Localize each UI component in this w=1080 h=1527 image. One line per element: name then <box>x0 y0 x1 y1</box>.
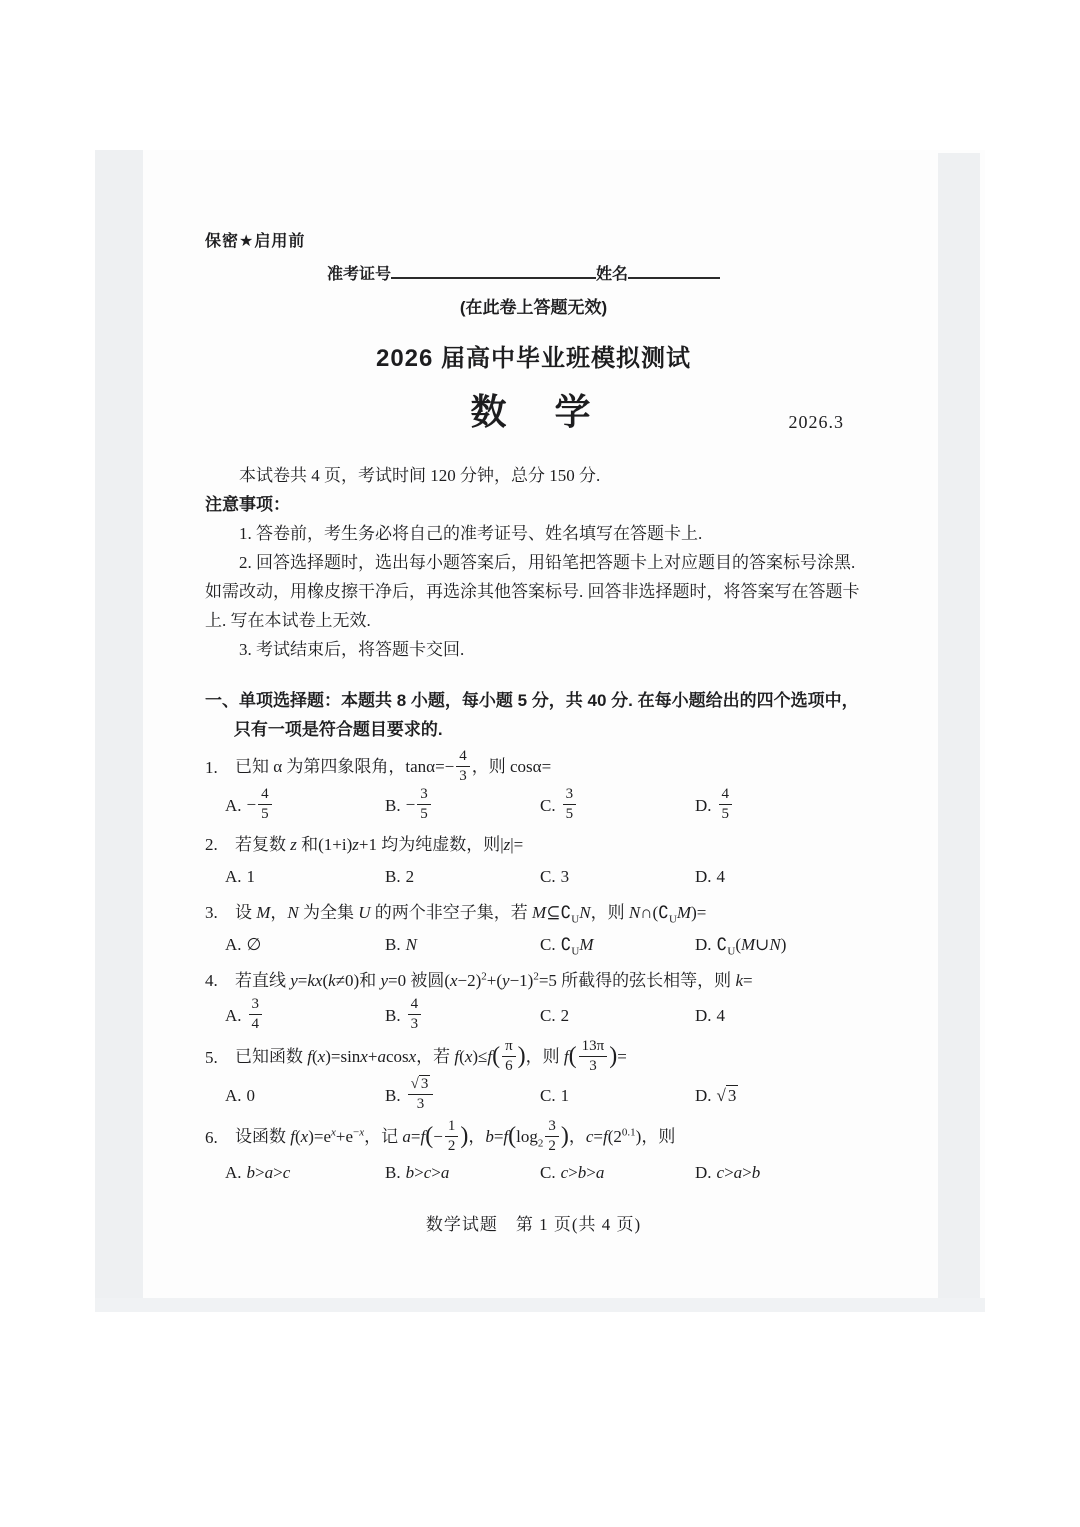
option <box>695 788 862 824</box>
option-text <box>406 998 424 1034</box>
section-one-heading: 一、单项选择题：本题共 8 小题，每小题 5 分，共 40 分. 在每小题给出的四个选项中，只有一项是符合题目要求的. <box>205 691 859 739</box>
option <box>225 1158 385 1188</box>
option-text: 4 <box>716 867 726 886</box>
exam-title: 2026 届高中毕业班模拟测试 <box>375 345 692 372</box>
question <box>205 830 862 892</box>
option-label: D. <box>695 867 712 886</box>
option-label: C. <box>540 1006 556 1025</box>
option-text <box>561 788 579 824</box>
fraction: $\frac{3}{2}$ <box>545 1118 559 1154</box>
option <box>540 1001 695 1031</box>
fraction: $\frac{4}{5}$ <box>258 786 272 822</box>
option-label: D. <box>695 1086 712 1105</box>
option <box>695 1001 862 1031</box>
sqrt: √ 3 <box>410 1076 429 1092</box>
invalid-note: (在此卷上答题无效) <box>459 298 608 317</box>
options-row <box>205 788 862 824</box>
option-label: D. <box>695 796 712 815</box>
questions <box>205 750 862 1188</box>
question-line <box>205 1120 862 1156</box>
question-stem: 已知 α 为第四象限角，tanα=− $\frac{4}{3}$ ，则 cosα= <box>235 748 552 784</box>
option <box>540 788 695 824</box>
option <box>695 1158 862 1188</box>
name-label: 姓名 <box>596 266 629 283</box>
option <box>385 930 540 960</box>
option-label: C. <box>540 935 556 954</box>
name-blank <box>628 262 720 279</box>
option <box>695 1081 862 1111</box>
option-text: 1 <box>560 1086 570 1105</box>
question-number: 5. <box>205 1048 218 1067</box>
question <box>205 898 862 960</box>
question <box>205 1040 862 1114</box>
options-row <box>205 862 862 892</box>
option-text: b>a>c <box>246 1163 291 1182</box>
question-stem: 已知函数 f(x)=sinx+acosx，若 f(x)≤f( $\frac{\pi}{6}$ )，则 f( $\frac{13\pi}{3}$ )= <box>235 1038 627 1074</box>
fraction: $\frac{1}{2}$ <box>445 1118 459 1154</box>
option <box>385 1158 540 1188</box>
option-text: − $\frac{3}{5}$ <box>406 788 433 824</box>
option-label: A. <box>225 935 242 954</box>
option-text: c>a>b <box>716 1163 761 1182</box>
fraction: $\frac{3}{5}$ <box>417 786 431 822</box>
page-footer: 数学试题 第 1 页(共 4 页) <box>425 1215 642 1234</box>
question-line <box>205 750 862 786</box>
option-text <box>717 1081 739 1111</box>
paper-content <box>205 150 862 1312</box>
option-label: D. <box>695 1163 712 1182</box>
option-text: b>c>a <box>405 1163 450 1182</box>
option <box>385 998 540 1034</box>
option <box>540 930 695 960</box>
question-line <box>205 1040 862 1076</box>
question-stem: 设 M，N 为全集 U 的两个非空子集，若 $M⊆∁_UN$，则 $N\cap(∁_UM)=$ <box>235 903 707 926</box>
option-text: 3 <box>560 867 570 886</box>
subject-row <box>205 387 862 437</box>
option-label: C. <box>540 867 556 886</box>
option <box>540 1158 695 1188</box>
option-label: A. <box>225 1163 242 1182</box>
option-text: 4 <box>716 1006 726 1025</box>
option-text: 0 <box>246 1086 256 1105</box>
question-number: 2. <box>205 835 218 854</box>
options-row <box>205 998 862 1034</box>
option <box>695 862 862 892</box>
option-label: A. <box>225 1086 242 1105</box>
question <box>205 750 862 824</box>
sqrt: √ 3 <box>716 1086 737 1105</box>
option-text: 2 <box>405 867 415 886</box>
option-label: A. <box>225 867 242 886</box>
option-text: − $\frac{4}{5}$ <box>247 788 274 824</box>
option-label: B. <box>385 867 401 886</box>
option-label: D. <box>695 1006 712 1025</box>
option <box>225 1081 385 1111</box>
option-text: ∅ <box>246 935 262 954</box>
option-label: B. <box>385 796 401 815</box>
option <box>695 930 862 960</box>
exam-date: 2026.3 <box>788 412 844 432</box>
question-line <box>205 966 862 996</box>
admission-number-blank <box>391 262 596 279</box>
question-stem: 若直线 y=kx(k≠0)和 y=0 被圆$(x-2)^2+(y-1)^2=5$ 所截得的弦长相等，则 k= <box>235 970 753 990</box>
option-text <box>247 998 265 1034</box>
option-label: C. <box>540 1086 556 1105</box>
option-label: B. <box>385 935 401 954</box>
page-edge-right <box>938 153 980 1312</box>
question <box>205 1120 862 1188</box>
option-text: 2 <box>560 1006 570 1025</box>
fraction: $\frac{3}{5}$ <box>563 786 577 822</box>
secrecy-label: 保密★启用前 <box>205 233 306 250</box>
admission-number-label: 准考证号 <box>327 266 392 283</box>
option-label: B. <box>385 1006 401 1025</box>
options-row <box>205 930 862 960</box>
question-number: 3. <box>205 903 218 922</box>
option <box>225 930 385 960</box>
page-edge-left <box>95 150 143 1312</box>
candidate-id-line <box>327 261 862 284</box>
option-text <box>717 788 735 824</box>
note-item: 1. 答卷前，考生务必将自己的准考证号、姓名填写在答题卡上. <box>239 524 703 543</box>
question-stem: 若复数 z 和(1+i)z+1 均为纯虚数，则|z|= <box>235 835 524 854</box>
fraction: $\frac{\pi}{6}$ <box>502 1038 516 1074</box>
fraction: $\frac{4}{3}$ <box>456 748 470 784</box>
note-item: 2. 回答选择题时，选出每小题答案后，用铅笔把答题卡上对应题目的答案标号涂黑. 如需改动，用橡皮擦干净后，再选涂其他答案标号. 回答非选择题时，将答案写在答题卡上. 写在本试卷上无效. <box>205 553 860 630</box>
exam-paper-page <box>95 150 985 1312</box>
fraction: $\frac{3}{4}$ <box>249 996 263 1032</box>
question <box>205 966 862 1034</box>
fraction: $\frac{4}{3}$ <box>408 996 422 1032</box>
fraction: $\frac{13\pi}{3}$ <box>579 1038 608 1074</box>
option <box>540 862 695 892</box>
options-row <box>205 1158 862 1188</box>
paper-info: 本试卷共 4 页，考试时间 120 分钟，总分 150 分. <box>239 466 601 485</box>
option-label: B. <box>385 1086 401 1105</box>
question-stem: 设函数 $f(x)=e^x+e^{-x}$，记 a=f(− $\frac{1}{2}$ )，$b=f(\log_2$ $\frac{3}{2}$ )，$c=f(2^{0.1})$，则 <box>235 1118 676 1154</box>
option-label: D. <box>695 935 712 954</box>
subject-title: 数 学 <box>470 391 597 432</box>
option-label: C. <box>540 796 556 815</box>
question-number: 6. <box>205 1128 218 1147</box>
option-label: B. <box>385 1163 401 1182</box>
options-row <box>205 1078 862 1114</box>
option-text: c>b>a <box>560 1163 605 1182</box>
option-label: C. <box>540 1163 556 1182</box>
option-text: N <box>405 935 417 954</box>
question-line <box>205 830 862 860</box>
option <box>385 788 540 824</box>
option-label: A. <box>225 796 242 815</box>
option-label: A. <box>225 1006 242 1025</box>
option <box>225 788 385 824</box>
question-number: 1. <box>205 758 218 777</box>
notes-heading: 注意事项： <box>205 495 290 514</box>
question-number: 4. <box>205 971 218 990</box>
fraction: $\frac{4}{5}$ <box>719 786 733 822</box>
option <box>225 862 385 892</box>
option <box>385 1078 540 1114</box>
option-text: $∁_U(M\cup N)$ <box>716 935 787 958</box>
option-text: $∁_UM$ <box>560 935 594 958</box>
fraction: $\frac{√ 3}{3}$ <box>408 1076 434 1112</box>
option <box>385 862 540 892</box>
note-item: 3. 考试结束后，将答题卡交回. <box>239 640 465 659</box>
option-text <box>406 1078 436 1114</box>
question-line <box>205 898 862 928</box>
option <box>540 1081 695 1111</box>
option-text: 1 <box>246 867 256 886</box>
option <box>225 998 385 1034</box>
